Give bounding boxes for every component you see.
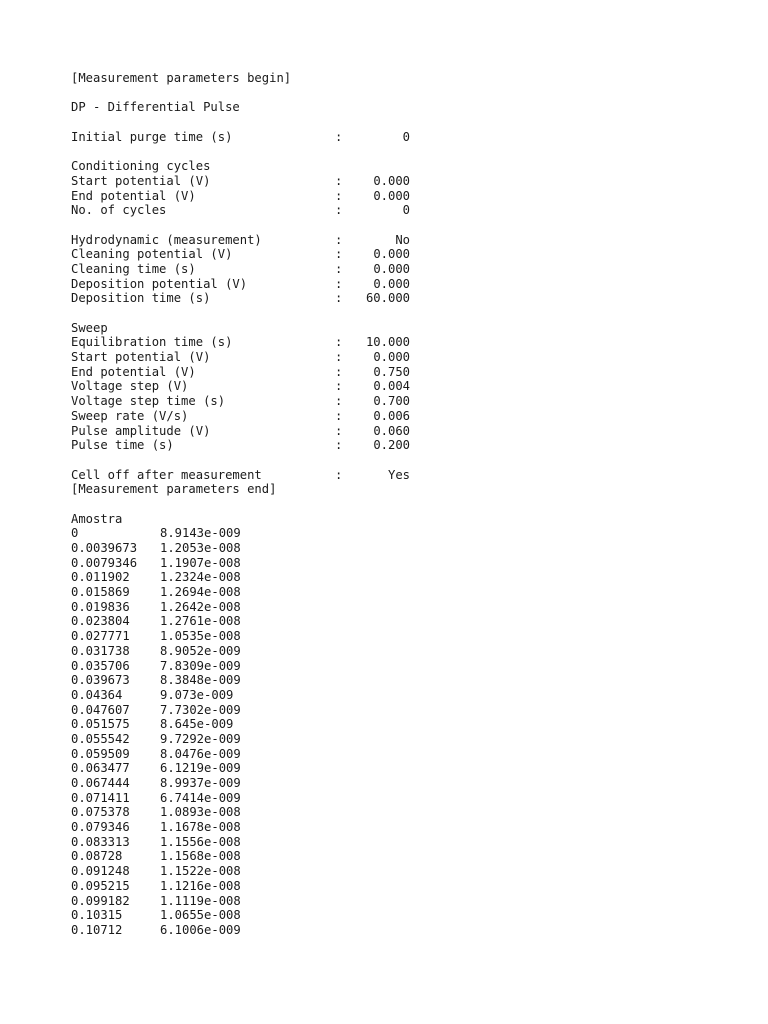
- document-page: [71, 71, 410, 938]
- param-row: [71, 379, 410, 394]
- param-value: 60.000: [365, 291, 410, 306]
- table-row: [71, 923, 410, 938]
- current-cell: 1.1119e-008: [160, 893, 241, 908]
- param-colon: :: [335, 423, 343, 438]
- param-row: [71, 203, 410, 218]
- param-value: 0.000: [373, 276, 410, 291]
- potential-cell: 0: [71, 526, 79, 541]
- potential-cell: 0.059509: [71, 746, 130, 761]
- sweep-section: [71, 335, 410, 453]
- table-row: [71, 659, 410, 674]
- table-row: [71, 849, 410, 864]
- param-colon: :: [335, 276, 343, 291]
- param-colon: :: [335, 291, 343, 306]
- param-value: 0.004: [373, 379, 410, 394]
- table-row: [71, 556, 410, 571]
- table-row: [71, 805, 410, 820]
- current-cell: 8.9052e-009: [160, 643, 241, 658]
- param-row: [71, 130, 410, 145]
- potential-cell: 0.099182: [71, 893, 130, 908]
- table-row: [71, 864, 410, 879]
- param-value: 0.000: [373, 261, 410, 276]
- parameters-begin-marker: [Measurement parameters begin]: [71, 71, 292, 85]
- parameters-end-marker: [Measurement parameters end]: [71, 482, 277, 497]
- current-cell: 6.7414e-009: [160, 790, 241, 805]
- param-row: [71, 365, 410, 380]
- param-value: 0.200: [373, 438, 410, 453]
- current-cell: 1.2761e-008: [160, 614, 241, 629]
- potential-cell: 0.10315: [71, 908, 123, 923]
- table-row: [71, 761, 410, 776]
- cell-off-param: [71, 468, 410, 483]
- potential-cell: 0.039673: [71, 673, 130, 688]
- param-row: [71, 409, 410, 424]
- param-colon: :: [335, 203, 343, 218]
- spacer: [71, 218, 410, 233]
- potential-cell: 0.075378: [71, 805, 130, 820]
- potential-cell: 0.04364: [71, 687, 123, 702]
- param-label: End potential (V): [71, 364, 196, 379]
- current-cell: 1.2053e-008: [160, 541, 241, 555]
- param-label: Voltage step (V): [71, 379, 189, 394]
- spacer: [71, 144, 410, 159]
- table-row: [71, 835, 410, 850]
- potential-cell: 0.071411: [71, 790, 130, 805]
- potential-cell: 0.08728: [71, 849, 123, 864]
- table-row: [71, 776, 410, 791]
- table-row: [71, 703, 410, 718]
- param-colon: :: [335, 467, 343, 482]
- param-colon: :: [335, 335, 343, 350]
- param-value: Yes: [387, 467, 410, 482]
- param-colon: :: [335, 394, 343, 409]
- param-label: End potential (V): [71, 188, 196, 203]
- current-cell: 1.2642e-008: [160, 599, 241, 614]
- param-label: Deposition potential (V): [71, 276, 248, 291]
- potential-cell: 0.015869: [71, 585, 130, 600]
- potential-cell: 0.023804: [71, 614, 130, 629]
- current-cell: 7.8309e-009: [160, 658, 241, 673]
- table-row: [71, 644, 410, 659]
- param-row: [71, 233, 410, 248]
- potential-cell: 0.031738: [71, 643, 130, 658]
- current-cell: 8.3848e-009: [160, 673, 241, 688]
- param-value: 0: [402, 129, 410, 144]
- param-label: No. of cycles: [71, 203, 167, 218]
- param-label: Cell off after measurement: [71, 467, 262, 482]
- current-cell: 1.1556e-008: [160, 834, 241, 849]
- potential-cell: 0.079346: [71, 820, 130, 835]
- param-label: Start potential (V): [71, 173, 211, 188]
- potential-cell: 0.067444: [71, 776, 130, 790]
- potential-cell: 0.091248: [71, 864, 130, 879]
- spacer: [71, 497, 410, 512]
- current-cell: 1.1678e-008: [160, 820, 241, 835]
- param-value: 0.060: [373, 423, 410, 438]
- param-row: [71, 424, 410, 439]
- potential-cell: 0.051575: [71, 717, 130, 732]
- param-value: 0.750: [373, 364, 410, 379]
- potential-cell: 0.027771: [71, 629, 130, 644]
- param-colon: :: [335, 364, 343, 379]
- potential-cell: 0.035706: [71, 658, 130, 673]
- table-row: [71, 526, 410, 541]
- param-row: [71, 394, 410, 409]
- param-row: [71, 247, 410, 262]
- table-row: [71, 570, 410, 585]
- current-cell: 6.1219e-009: [160, 761, 241, 776]
- current-cell: 8.0476e-009: [160, 746, 241, 761]
- potential-cell: 0.0039673: [71, 541, 138, 555]
- param-colon: :: [335, 188, 343, 203]
- param-value: 0.000: [373, 247, 410, 262]
- current-cell: 1.1907e-008: [160, 555, 241, 570]
- param-value: 0: [402, 203, 410, 218]
- current-cell: 1.1522e-008: [160, 864, 241, 879]
- potential-cell: 0.0079346: [71, 555, 138, 570]
- param-label: Initial purge time (s): [71, 129, 233, 144]
- param-label: Sweep rate (V/s): [71, 408, 189, 423]
- table-row: [71, 600, 410, 615]
- spacer: [71, 453, 410, 468]
- potential-cell: 0.011902: [71, 570, 130, 585]
- param-label: Pulse amplitude (V): [71, 423, 211, 438]
- param-colon: :: [335, 173, 343, 188]
- param-value: 0.000: [373, 188, 410, 203]
- table-row: [71, 894, 410, 909]
- param-row: [71, 350, 410, 365]
- potential-cell: 0.095215: [71, 878, 130, 893]
- param-label: Voltage step time (s): [71, 394, 226, 409]
- param-value: 0.000: [373, 350, 410, 365]
- param-colon: :: [335, 247, 343, 262]
- param-colon: :: [335, 232, 343, 247]
- table-row: [71, 629, 410, 644]
- conditioning-section: [71, 174, 410, 218]
- spacer: [71, 306, 410, 321]
- current-cell: 8.645e-009: [160, 717, 234, 732]
- param-colon: :: [335, 379, 343, 394]
- param-colon: :: [335, 408, 343, 423]
- table-row: [71, 541, 410, 556]
- current-cell: 1.0655e-008: [160, 908, 241, 923]
- param-value: 0.700: [373, 394, 410, 409]
- param-row: [71, 291, 410, 306]
- param-label: Cleaning time (s): [71, 261, 196, 276]
- current-cell: 7.7302e-009: [160, 702, 241, 717]
- potential-cell: 0.047607: [71, 702, 130, 717]
- table-row: [71, 747, 410, 762]
- purge-section: [71, 130, 410, 145]
- current-cell: 1.0535e-008: [160, 629, 241, 644]
- current-cell: 6.1006e-009: [160, 922, 241, 937]
- param-label: Equilibration time (s): [71, 335, 233, 350]
- param-label: Cleaning potential (V): [71, 247, 233, 262]
- param-colon: :: [335, 350, 343, 365]
- current-cell: 8.9937e-009: [160, 776, 241, 790]
- method-title: DP - Differential Pulse: [71, 100, 240, 115]
- param-row: [71, 174, 410, 189]
- param-row: [71, 438, 410, 453]
- param-colon: :: [335, 438, 343, 453]
- sweep-title: Sweep: [71, 320, 108, 335]
- param-value: 10.000: [365, 335, 410, 350]
- table-row: [71, 908, 410, 923]
- potential-cell: 0.10712: [71, 922, 123, 937]
- current-cell: 1.1216e-008: [160, 878, 241, 893]
- current-cell: 1.2694e-008: [160, 585, 241, 600]
- table-row: [71, 585, 410, 600]
- table-row: [71, 820, 410, 835]
- param-label: Pulse time (s): [71, 438, 174, 453]
- potential-cell: 0.055542: [71, 731, 130, 746]
- param-row: [71, 189, 410, 204]
- param-label: Deposition time (s): [71, 291, 211, 306]
- table-row: [71, 614, 410, 629]
- param-row: [71, 277, 410, 292]
- param-label: Start potential (V): [71, 350, 211, 365]
- param-value: 0.000: [373, 173, 410, 188]
- table-row: [71, 717, 410, 732]
- table-row: [71, 791, 410, 806]
- table-row: [71, 879, 410, 894]
- conditioning-title: Conditioning cycles: [71, 159, 211, 174]
- deposition-section: [71, 233, 410, 306]
- potential-cell: 0.063477: [71, 761, 130, 776]
- potential-cell: 0.019836: [71, 599, 130, 614]
- param-value: No: [395, 232, 410, 247]
- sample-title: Amostra: [71, 511, 123, 526]
- current-cell: 1.1568e-008: [160, 849, 241, 864]
- param-value: 0.006: [373, 408, 410, 423]
- current-cell: 1.2324e-008: [160, 570, 241, 585]
- table-row: [71, 732, 410, 747]
- current-cell: 1.0893e-008: [160, 805, 241, 820]
- param-row: [71, 335, 410, 350]
- table-row: [71, 673, 410, 688]
- current-cell: 8.9143e-009: [160, 526, 241, 541]
- table-row: [71, 688, 410, 703]
- potential-cell: 0.083313: [71, 834, 130, 849]
- current-cell: 9.7292e-009: [160, 731, 241, 746]
- sample-data-table: [71, 526, 410, 937]
- current-cell: 9.073e-009: [160, 687, 234, 702]
- param-row: [71, 262, 410, 277]
- param-label: Hydrodynamic (measurement): [71, 232, 262, 247]
- spacer: [71, 115, 410, 130]
- spacer: [71, 86, 410, 101]
- param-colon: :: [335, 261, 343, 276]
- param-colon: :: [335, 129, 343, 144]
